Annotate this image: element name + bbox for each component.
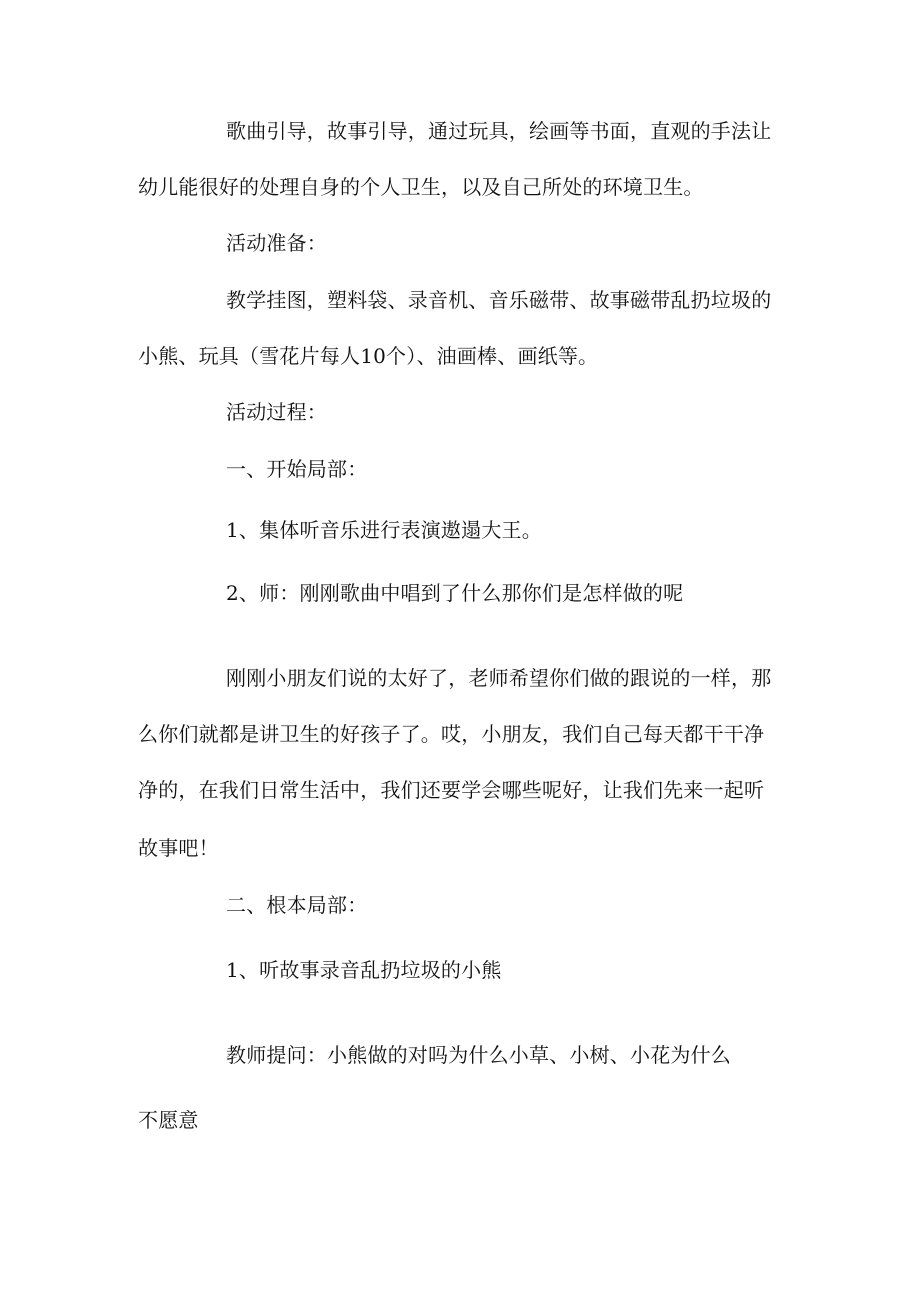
text-line: 刚刚小朋友们说的太好了，老师希望你们做的跟说的一样，那 [226, 666, 772, 690]
text-line: 净的，在我们日常生活中，我们还要学会哪些呢好，让我们先来一起听 [138, 778, 765, 802]
text-line: 教学挂图，塑料袋、录音机、音乐磁带、故事磁带乱扔垃圾的 [226, 288, 772, 312]
text-line: 不愿意 [138, 1108, 199, 1132]
list-item: 1、听故事录音乱扔垃圾的小熊 [226, 958, 502, 982]
text-line: 小熊、玩具（雪花片每人10个）、油画棒、画纸等。 [138, 344, 599, 368]
list-item: 1、集体听音乐进行表演遨遢大王。 [226, 518, 542, 542]
section-heading: 活动准备： [226, 231, 327, 255]
section-heading: 一、开始局部： [226, 457, 368, 481]
section-heading: 二、根本局部： [226, 893, 368, 917]
text-line: 歌曲引导，故事引导，通过玩具，绘画等书面，直观的手法让 [226, 119, 772, 143]
section-heading: 活动过程： [226, 400, 327, 424]
list-item: 2、师：刚刚歌曲中唱到了什么那你们是怎样做的呢 [226, 581, 684, 605]
text-line: 教师提问：小熊做的对吗为什么小草、小树、小花为什么 [226, 1043, 731, 1067]
text-line: 么你们就都是讲卫生的好孩子了。哎，小朋友，我们自己每天都干干净 [138, 722, 765, 746]
text-line: 故事吧！ [138, 836, 219, 860]
text-line: 幼儿能很好的处理自身的个人卫生，以及自己所处的环境卫生。 [138, 175, 704, 199]
